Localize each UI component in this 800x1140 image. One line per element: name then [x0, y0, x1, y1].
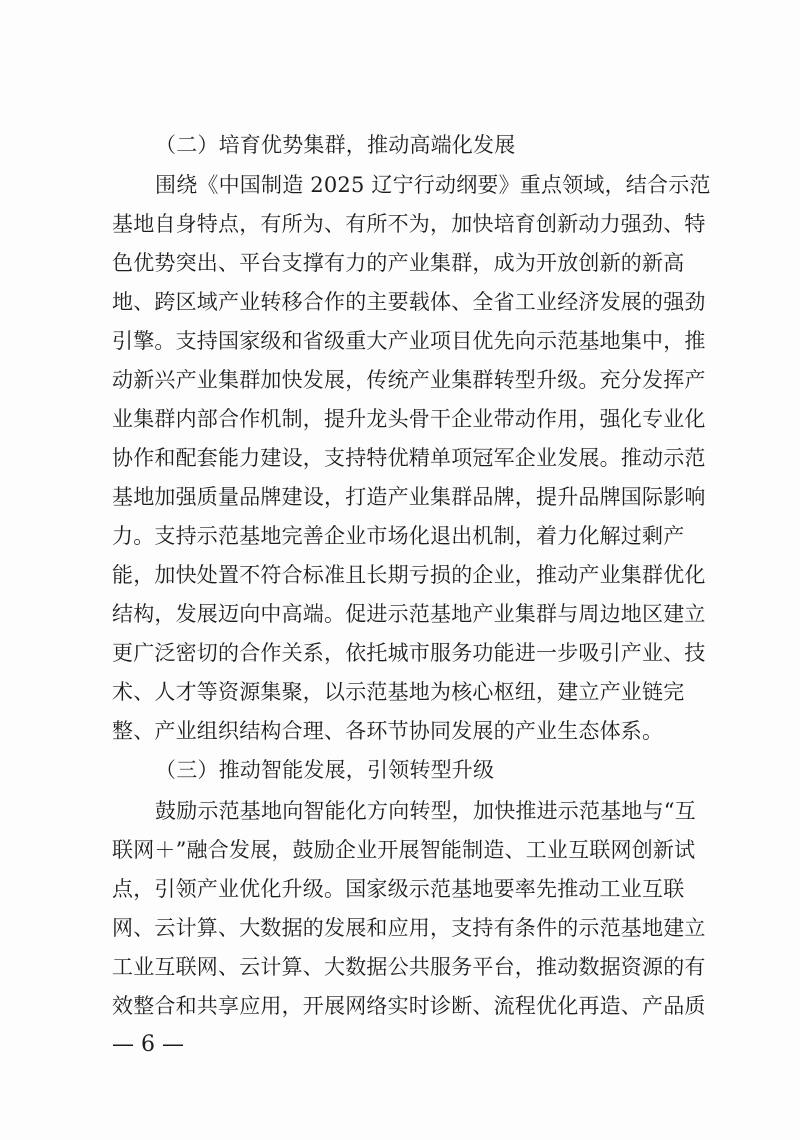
paragraph-line: 力。支持示范基地完善企业市场化退出机制，着力化解过剩产 [112, 524, 685, 548]
page-number: — 6 — [112, 1032, 184, 1057]
paragraph-line: 地、跨区域产业转移合作的主要载体、全省工业经济发展的强劲 [112, 290, 706, 314]
paragraph-line: 围绕《中国制造 2025 辽宁行动纲要》重点领域，结合示范 [155, 173, 711, 197]
paragraph-line: 工业互联网、云计算、大数据公共服务平台，推动数据资源的有 [112, 955, 706, 979]
paragraph-line: 基地自身特点，有所为、有所不为，加快培育创新动力强劲、特 [112, 212, 706, 236]
paragraph-line: 更广泛密切的合作关系，依托城市服务功能进一步吸引产业、技 [112, 641, 706, 665]
paragraph-line: 联网＋”融合发展，鼓励企业开展智能制造、工业互联网创新试 [112, 838, 696, 862]
paragraph-line: 色优势突出、平台支撑有力的产业集群，成为开放创新的新高 [112, 251, 685, 275]
section-2-heading: （二）培育优势集群，推动高端化发展 [155, 133, 516, 157]
paragraph-line: 业集群内部合作机制，提升龙头骨干企业带动作用，强化专业化 [112, 407, 706, 431]
section-3-heading: （三）推动智能发展，引领转型升级 [155, 758, 495, 782]
paragraph-line: 网、云计算、大数据的发展和应用，支持有条件的示范基地建立 [112, 916, 706, 940]
paragraph-line: 点，引领产业优化升级。国家级示范基地要率先推动工业互联 [112, 877, 685, 901]
paragraph-line: 整、产业组织结构合理、各环节协同发展的产业生态体系。 [112, 719, 664, 743]
paragraph-line: 基地加强质量品牌建设，打造产业集群品牌，提升品牌国际影响 [112, 485, 706, 509]
paragraph-line: 协作和配套能力建设，支持特优精单项冠军企业发展。推动示范 [112, 446, 706, 470]
paragraph-line: 鼓励示范基地向智能化方向转型，加快推进示范基地与“互 [155, 799, 696, 823]
paragraph-line: 效整合和共享应用，开展网络实时诊断、流程优化再造、产品质 [112, 994, 706, 1018]
paragraph-line: 结构，发展迈向中高端。促进示范基地产业集群与周边地区建立 [112, 602, 706, 626]
paragraph-line: 动新兴产业集群加快发展，传统产业集群转型升级。充分发挥产 [112, 368, 706, 392]
paragraph-line: 能，加快处置不符合标准且长期亏损的企业，推动产业集群优化 [112, 563, 706, 587]
paragraph-line: 引擎。支持国家级和省级重大产业项目优先向示范基地集中，推 [112, 329, 706, 353]
paragraph-line: 术、人才等资源集聚，以示范基地为核心枢纽，建立产业链完 [112, 680, 685, 704]
